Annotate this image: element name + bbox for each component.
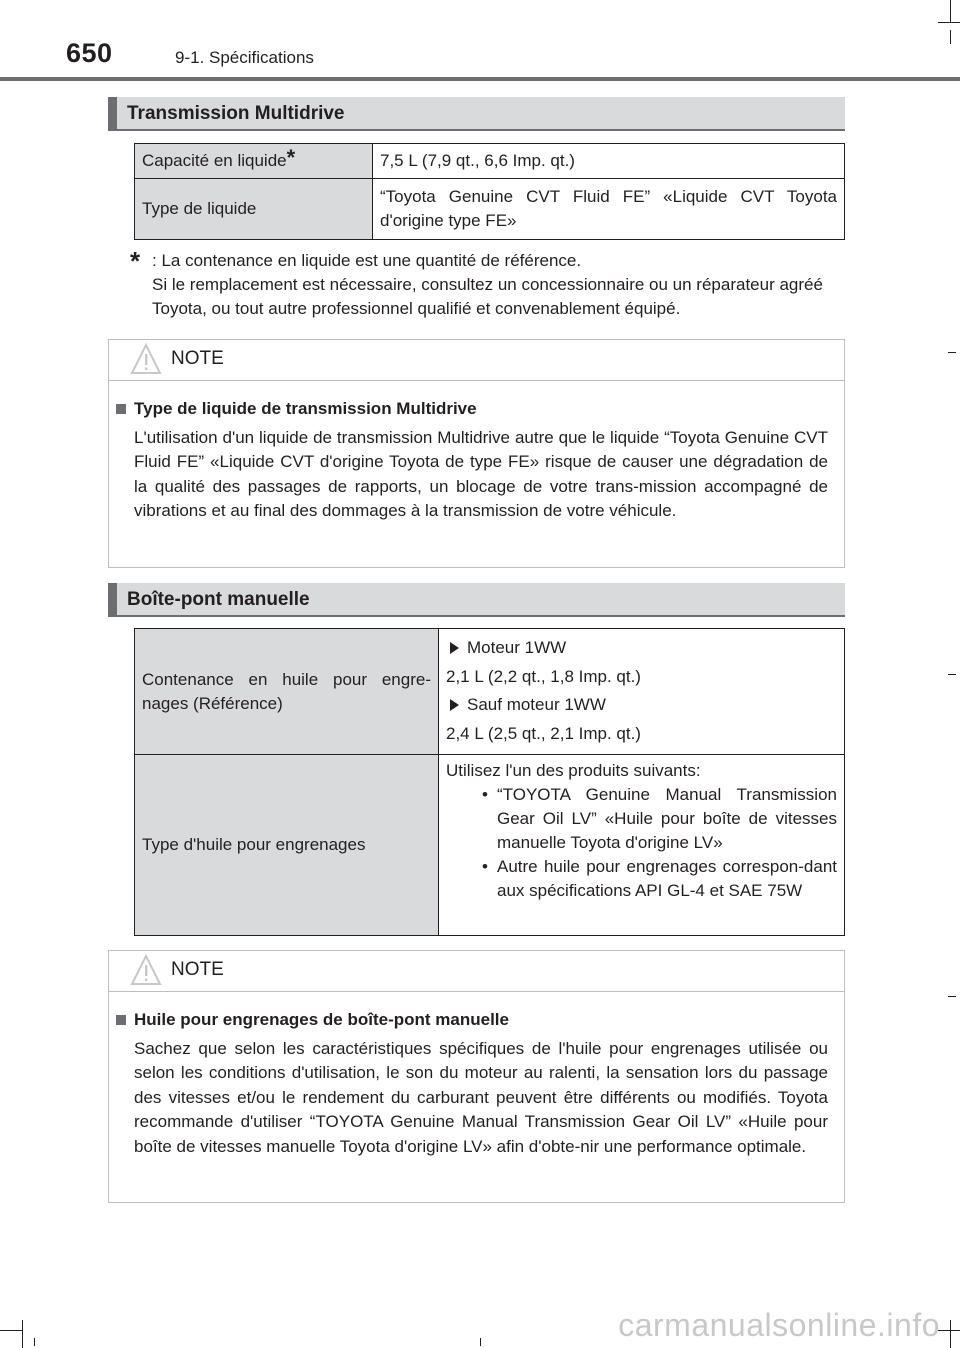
- note-item: [109, 992, 844, 1179]
- table-row: [135, 179, 845, 240]
- note-label: NOTE: [171, 959, 224, 980]
- oil-list: [446, 783, 837, 903]
- note-label: NOTE: [171, 348, 224, 369]
- manual-spec-table: [134, 628, 845, 936]
- crop-mark: [480, 1338, 481, 1346]
- label-text: Contenance en huile pour engre-nages (Référence): [142, 669, 431, 713]
- footnote-reference: *: [286, 145, 296, 170]
- footnote: [130, 246, 845, 321]
- crop-mark: [938, 1330, 960, 1331]
- list-item: [446, 855, 837, 903]
- footnote-mark: *: [130, 246, 141, 276]
- watermark: carmanualsonline.info: [618, 1307, 940, 1343]
- table-row: [135, 144, 845, 179]
- note-item: [109, 381, 844, 544]
- crop-mark: [22, 1320, 23, 1348]
- oil-intro: Utilisez l'un des produits suivants:: [446, 761, 701, 780]
- capacity-value: 2,4 L (2,5 qt., 2,1 Imp. qt.): [446, 723, 641, 743]
- label-text: Type de liquide: [142, 199, 257, 218]
- crop-mark: [938, 22, 960, 23]
- transmission-spec-table: [134, 143, 845, 240]
- list-item-text: Autre huile pour engrenages correspon-dant aux spécifications API GL-4 et SAE 75W: [497, 857, 837, 900]
- engine-variant-label: Moteur 1WW: [467, 638, 567, 657]
- engine-variant: [446, 691, 837, 720]
- capacity-value: 2,1 L (2,2 qt., 1,8 Imp. qt.): [446, 666, 641, 686]
- arrow-icon: [450, 642, 459, 654]
- header-rule: [0, 77, 960, 81]
- table-label-cell: [135, 755, 439, 936]
- label-text: Capacité en liquide: [142, 151, 287, 170]
- value-text: “Toyota Genuine CVT Fluid FE” «Liquide CVT Toyota d'origine type FE»: [380, 187, 837, 230]
- arrow-icon: [450, 699, 459, 711]
- crop-mark: [950, 0, 951, 22]
- value-text: 7,5 L (7,9 qt., 6,6 Imp. qt.): [380, 151, 575, 170]
- section-accent: [108, 583, 117, 615]
- list-item: [446, 783, 837, 855]
- crop-mark: [0, 1330, 22, 1331]
- footnote-line: : La contenance en liquide est une quantité de référence.: [152, 251, 582, 270]
- square-bullet-icon: [116, 404, 126, 414]
- engine-variant: [446, 634, 837, 663]
- note-box: [108, 950, 845, 1203]
- crop-mark: [950, 30, 951, 44]
- crop-mark: [948, 674, 956, 675]
- crop-mark: [948, 996, 956, 997]
- chapter-title: 9-1. Spécifications: [175, 48, 314, 67]
- square-bullet-icon: [116, 1015, 126, 1025]
- bullet-icon: •: [482, 785, 488, 804]
- label-text: Type d'huile pour engrenages: [142, 835, 366, 854]
- table-value-cell: [373, 179, 845, 240]
- section-accent: [108, 97, 117, 129]
- section-header-manual: [108, 583, 845, 617]
- note-item-title: Huile pour engrenages de boîte-pont manuelle: [134, 1010, 509, 1029]
- note-header: [109, 340, 844, 381]
- table-value-cell: [373, 144, 845, 179]
- footnote-line: Si le remplacement est nécessaire, consultez un concessionnaire ou un réparateur agréé Toyota, ou tout autre professionnel qualifié et convenablement équipé.: [152, 275, 823, 318]
- crop-mark: [948, 352, 956, 353]
- section-title: Boîte-pont manuelle: [127, 589, 310, 610]
- table-row: [135, 629, 845, 755]
- table-label-cell: [135, 629, 439, 755]
- table-label-cell: [135, 179, 373, 240]
- note-item-body: L'utilisation d'un liquide de transmission Multidrive autre que le liquide “Toyota Genuine CVT Fluid FE” «Liquide CVT d'origine Toyota de type FE» risque de causer une dégradation de la qualité des passages de rapports, un blocage de votre trans-mission accompagné de vibrations et au final des dommages à la transmission de votre véhicule.: [134, 428, 828, 521]
- list-item-text: “TOYOTA Genuine Manual Transmission Gear Oil LV” «Huile pour boîte de vitesses manuelle Toyota d'origine LV»: [497, 785, 837, 852]
- warning-icon: [130, 343, 162, 375]
- section-title: Transmission Multidrive: [127, 103, 345, 124]
- note-box: [108, 339, 845, 568]
- table-value-cell: [439, 755, 845, 936]
- bullet-icon: •: [482, 857, 488, 876]
- note-item-body: Sachez que selon les caractéristiques spécifiques de l'huile pour engrenages utilisée ou selon les conditions d'utilisation, le son du moteur au ralenti, la sensation lors du passage des vitesses et/ou le rendement du carburant peuvent être différents ou modifiés. Toyota recommande d'utiliser “TOYOTA Genuine Manual Transmission Gear Oil LV” «Huile pour boîte de vitesses manuelle Toyota d'origine LV» afin d'obte-nir une performance optimale.: [134, 1039, 828, 1156]
- table-value-cell: [439, 629, 845, 755]
- table-label-cell: [135, 144, 373, 179]
- engine-variant-label: Sauf moteur 1WW: [467, 695, 606, 714]
- page-number: 650: [66, 38, 113, 68]
- crop-mark: [950, 1320, 951, 1348]
- table-row: [135, 755, 845, 936]
- warning-icon: [130, 954, 162, 986]
- note-item-title: Type de liquide de transmission Multidrive: [134, 399, 477, 418]
- note-header: [109, 951, 844, 992]
- section-header-transmission: [108, 97, 845, 131]
- crop-mark: [34, 1338, 35, 1346]
